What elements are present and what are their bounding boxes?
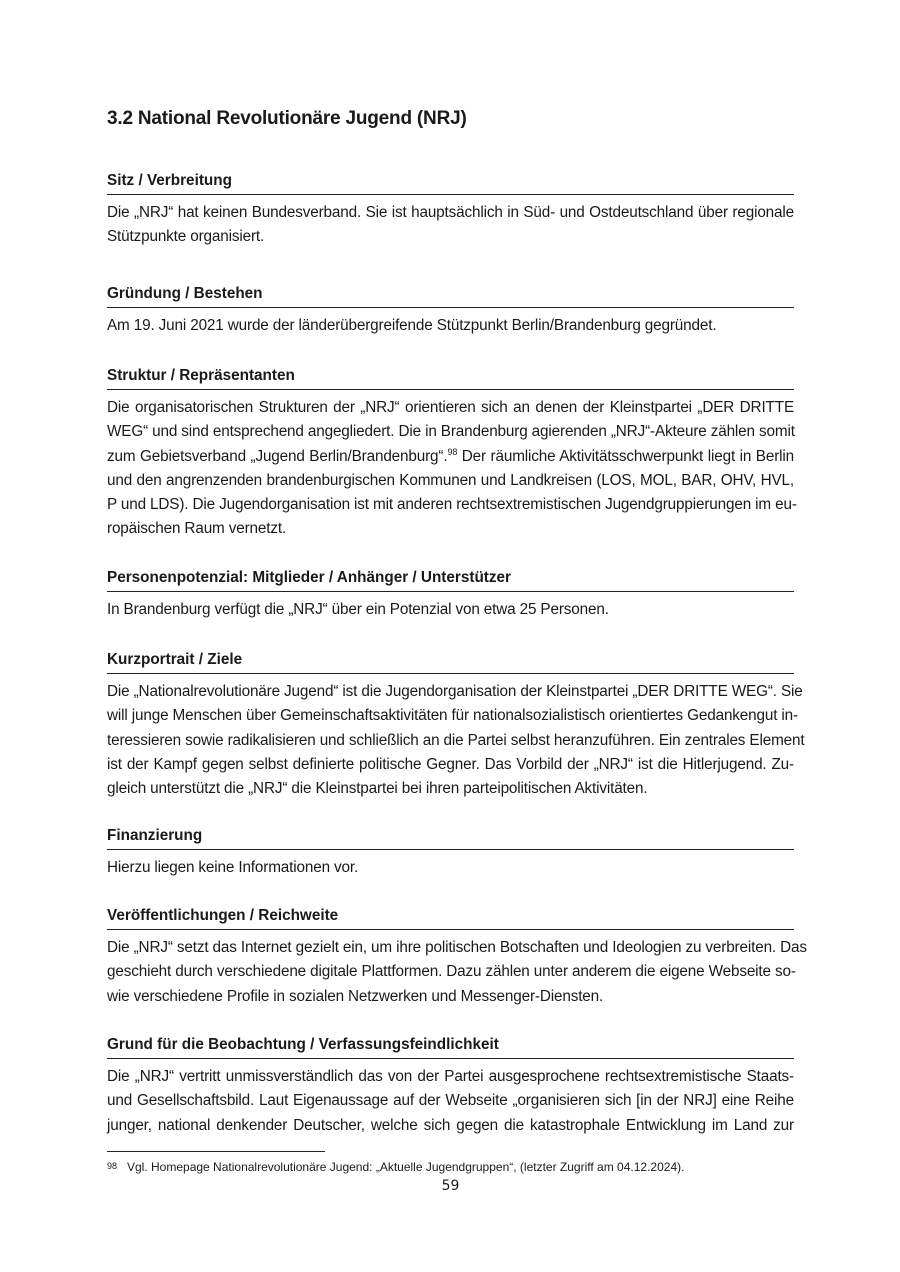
section-personenpotenzial — [107, 568, 794, 622]
section-veroeffentlichungen-reichweite — [107, 906, 807, 1009]
footnote-reference[interactable]: 98 — [447, 446, 458, 457]
section-heading: Grund für die Beobachtung / Verfassungsfeindlichkeit — [107, 1035, 794, 1059]
body-line: Hierzu liegen keine Informationen vor. — [107, 859, 359, 876]
body-line: wie verschiedene Profile in sozialen Netzwerken und Messenger-Diensten. — [107, 987, 604, 1005]
body-line: geschieht durch verschiedene digitale Plattformen. Dazu zählen unter anderem die eigene Webseite so- — [107, 963, 796, 981]
footnote-text: Vgl. Homepage Nationalrevolutionäre Jugend: „Aktuelle Jugendgruppen“, (letzter Zugriff am 04.12.2024). — [127, 1160, 685, 1174]
section-heading: Veröffentlichungen / Reichweite — [107, 906, 794, 930]
body-line: WEG“ und sind entsprechend angegliedert. Die in Brandenburg agierenden „NRJ“-Akteure zählen somit — [107, 423, 795, 441]
section-finanzierung — [107, 826, 794, 880]
body-line: junger, national denkender Deutscher, welche sich gegen die katastrophale Entwicklung im Land zur — [107, 1116, 794, 1134]
section-sitz-verbreitung — [107, 171, 794, 250]
section-body — [107, 201, 794, 250]
body-line: und den angrenzenden brandenburgischen Kommunen und Landkreisen (LOS, MOL, BAR, OHV, HVL, — [107, 471, 794, 489]
chapter-title: 3.2 National Revolutionäre Jugend (NRJ) — [107, 108, 467, 129]
section-struktur-repraesentanten — [107, 366, 797, 542]
body-line: und Gesellschaftsbild. Laut Eigenaussage auf der Webseite „organisieren sich [in der NRJ] eine Reihe — [107, 1092, 794, 1110]
footnote-mark: 98 — [107, 1161, 118, 1171]
section-body — [107, 936, 807, 1009]
footnote — [107, 1160, 684, 1175]
section-body — [107, 856, 794, 880]
section-body — [107, 598, 794, 622]
section-grund-beobachtung — [107, 1035, 794, 1138]
section-heading: Personenpotenzial: Mitglieder / Anhänger / Unterstützer — [107, 568, 794, 592]
body-line: P und LDS). Die Jugendorganisation ist mit anderen rechtsextremistischen Jugendgruppierungen im eu- — [107, 496, 797, 514]
body-text: Der räumliche Aktivitätsschwerpunkt liegt in Berlin — [457, 447, 795, 465]
section-heading: Kurzportrait / Ziele — [107, 650, 794, 674]
body-line: Stützpunkte organisiert. — [107, 228, 265, 246]
body-line: Am 19. Juni 2021 wurde der länderübergreifende Stützpunkt Berlin/Brandenburg gegründet. — [107, 317, 717, 334]
body-line-with-footnote — [107, 445, 794, 469]
section-heading: Finanzierung — [107, 826, 794, 850]
body-line: In Brandenburg verfügt die „NRJ“ über ein Potenzial von etwa 25 Personen. — [107, 601, 609, 618]
body-line: Die „NRJ“ setzt das Internet gezielt ein, um ihre politischen Botschaften und Ideologien zu verbreiten. Das — [107, 939, 807, 956]
body-text: zum Gebietsverband „Jugend Berlin/Brandenburg“. — [107, 447, 448, 465]
body-line: ist der Kampf gegen selbst definierte politische Gegner. Das Vorbild der „NRJ“ ist die Hitlerjugend. Zu- — [107, 755, 794, 773]
body-line: will junge Menschen über Gemeinschaftsaktivitäten für nationalsozialistisch orientiertes Gedankengut in- — [107, 707, 798, 725]
section-heading: Gründung / Bestehen — [107, 284, 794, 308]
section-heading: Sitz / Verbreitung — [107, 171, 794, 195]
body-line: Die „NRJ“ vertritt unmissverständlich das von der Partei ausgesprochene rechtsextremistische Staats- — [107, 1068, 794, 1085]
section-body — [107, 1065, 794, 1138]
section-body — [107, 314, 794, 338]
body-line: gleich unterstützt die „NRJ“ die Kleinstpartei bei ihren parteipolitischen Aktivitäten. — [107, 780, 648, 798]
body-line: teressieren sowie radikalisieren und schließlich an die Partei selbst heranzuführen. Ein zentrales Element — [107, 731, 805, 749]
section-body — [107, 396, 797, 542]
section-kurzportrait-ziele — [107, 650, 805, 801]
body-line: Die „Nationalrevolutionäre Jugend“ ist die Jugendorganisation der Kleinstpartei „DER DRITTE WEG“. Sie — [107, 683, 803, 700]
section-gruendung-bestehen — [107, 284, 794, 338]
section-body — [107, 680, 805, 801]
body-line: Die „NRJ“ hat keinen Bundesverband. Sie ist hauptsächlich in Süd- und Ostdeutschland über regionale — [107, 204, 794, 221]
footnote-divider — [107, 1151, 325, 1152]
page-number: 59 — [441, 1178, 460, 1194]
body-line: ropäischen Raum vernetzt. — [107, 520, 287, 538]
body-line: Die organisatorischen Strukturen der „NRJ“ orientieren sich an denen der Kleinstpartei „DER DRITTE — [107, 399, 794, 416]
section-heading: Struktur / Repräsentanten — [107, 366, 794, 390]
